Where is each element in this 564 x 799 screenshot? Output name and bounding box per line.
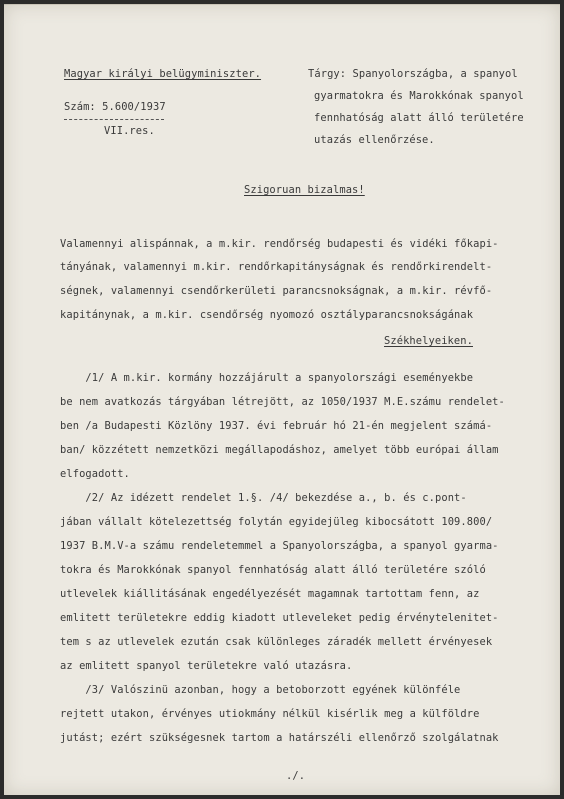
body-line: az emlitett spanyol területekre való utazásra. — [60, 660, 353, 672]
issuer: Magyar királyi belügyminiszter. — [64, 68, 262, 80]
body-line: ban/ közzétett nemzetközi megállapodáshoz, amelyet több európai állam — [60, 444, 499, 456]
body-line: tem s az utlevelek ezután csak különleges záradék mellett érvényesek — [60, 636, 493, 648]
body-line: tokra és Marokkónak spanyol fennhatóság alatt álló területére szóló — [60, 564, 486, 576]
body-line: 1937 B.M.V-a számu rendeletemmel a Spanyolországba, a spanyol gyarma- — [60, 540, 499, 552]
addressee-line-1: Valamennyi alispánnak, a m.kir. rendőrség budapesti és vidéki főkapi- — [60, 238, 499, 250]
body-line: rejtett utakon, érvényes utiokmány nélkül kisérlik meg a külföldre — [60, 708, 480, 720]
addressee-line-2: tányának, valamennyi m.kir. rendőrkapitányságnak és rendőrkirendelt- — [60, 261, 493, 273]
body-line: ben /a Budapesti Közlöny 1937. évi február hó 21-én megjelent számá- — [60, 420, 493, 432]
classification: Szigoruan bizalmas! — [244, 184, 365, 196]
document-page — [4, 4, 560, 795]
seats: Székhelyeiken. — [384, 335, 473, 347]
subject-line-3: fennhatóság alatt álló területére — [314, 112, 524, 124]
addressee-line-4: kapitánynak, a m.kir. csendőrség nyomozó osztályparancsnokságának — [60, 309, 474, 321]
body-line: elfogadott. — [60, 468, 130, 480]
department: VII.res. — [104, 125, 155, 137]
addressee-line-3: ségnek, valamennyi csendőrkerületi parancsnokságnak, a m.kir. révfő- — [60, 285, 493, 297]
body-line: /2/ Az idézett rendelet 1.§. /4/ bekezdése a., b. és c.pont- — [60, 492, 467, 504]
body-line: /1/ A m.kir. kormány hozzájárult a spanyolországi eseményekbe — [60, 372, 474, 384]
number-divider — [64, 119, 164, 120]
subject-line-2: gyarmatokra és Marokkónak spanyol — [314, 90, 524, 102]
subject-line-4: utazás ellenőrzése. — [314, 134, 435, 146]
body-line: emlitett területekre eddig kiadott utleveleket pedig érvénytelenitet- — [60, 612, 499, 624]
body-line: be nem avatkozás tárgyában létrejött, az 1050/1937 M.E.számu rendelet- — [60, 396, 505, 408]
continuation-mark: ./. — [286, 770, 306, 782]
body-line: /3/ Valószinü azonban, hogy a betoborzott egyének különféle — [60, 684, 461, 696]
document-number: Szám: 5.600/1937 — [64, 101, 166, 113]
body-line: jutást; ezért szükségesnek tartom a határszéli ellenőrző szolgálatnak — [60, 732, 499, 744]
body-line: utlevelek kiállitásának engedélyezését magamnak tartottam fenn, az — [60, 588, 480, 600]
body-line: jában vállalt kötelezettség folytán egyidejüleg kibocsátott 109.800/ — [60, 516, 493, 528]
page-edge — [4, 4, 560, 5]
subject-line-1: Tárgy: Spanyolországba, a spanyol — [308, 68, 518, 80]
